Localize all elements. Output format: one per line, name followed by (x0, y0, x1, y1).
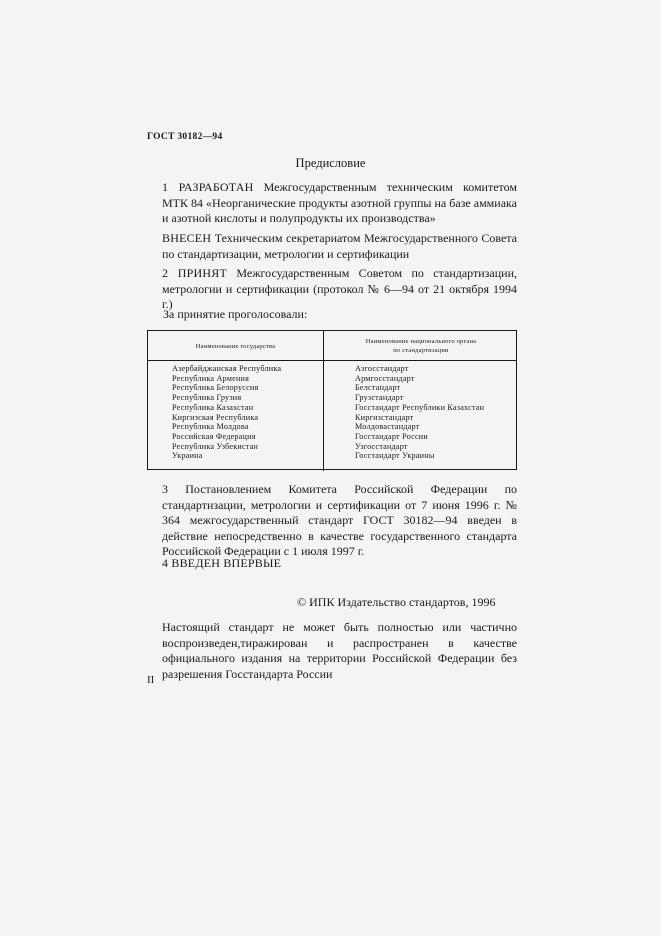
table-row-state: Российская Федерация (172, 431, 256, 441)
table-row-state: Республика Узбекистан (172, 441, 259, 451)
section-4-first-introduced (147, 556, 517, 572)
preface-title: Предисловие (295, 156, 366, 170)
table-row-body: Госстандарт Республики Казахстан (355, 402, 485, 412)
section-2-text: Межгосударственным Советом по стандартизации, метрологии и сертификации (протокол № 6—94 от 21 октября 1994 г.) (162, 266, 518, 311)
introduced-text: Техническим секретариатом Межгосударственного Совета по стандартизации, метрологии и сертификации (162, 231, 518, 261)
table-row-body: Грузстандарт (355, 393, 404, 403)
table-row-state: Киргизская Республика (172, 412, 259, 422)
table-row-body: Азгосстандарт (355, 364, 409, 373)
introduced-label: ВНЕСЕН (162, 231, 212, 245)
header-national-body-line1: Наименование национального органа (365, 338, 477, 345)
table-row-body: Киргизстандарт (355, 412, 414, 422)
reproduction-notice (147, 620, 517, 682)
header-national-body (324, 331, 518, 361)
header-state: Наименование государства (195, 342, 276, 350)
copyright-line: © ИПК Издательство стандартов, 1996 (297, 595, 496, 609)
states-column (172, 364, 281, 461)
table-row-body: Белстандарт (355, 383, 401, 393)
table-row-body: Госстандарт Украины (355, 451, 435, 461)
table-row-state: Азербайджанская Республика (172, 364, 282, 373)
section-1-label: 1 РАЗРАБОТАН (162, 180, 254, 194)
section-3-text: 3 Постановлением Комитета Российской Федерации по стандартизации, метрологии и сертификации от 7 июня 1996 г. № 364 межгосударственный стандарт ГОСТ 30182—94 введен в действие непосредственно в качестве государственного стандарта Российской Федерации с 1 июля 1997 г. (162, 482, 517, 558)
table-row-state: Республика Армения (172, 373, 250, 383)
table-row-state: Республика Казахстан (172, 402, 254, 412)
section-4-text: 4 ВВЕДЕН ВПЕРВЫЕ (162, 556, 282, 570)
section-3-decree (147, 482, 517, 560)
header-national-body-line2: по стандартизации (393, 347, 449, 354)
page-number: II (147, 674, 155, 686)
section-introduced (147, 231, 517, 262)
section-2-adopted (147, 266, 517, 313)
section-1-developed (147, 180, 517, 227)
voting-table (147, 330, 517, 470)
table-row-body: Армгосстандарт (355, 373, 415, 383)
table-row-state: Украина (172, 451, 203, 461)
table-row-state: Республика Белоруссия (172, 383, 259, 393)
vote-title: За принятие проголосовали: (163, 307, 308, 321)
bodies-column (355, 364, 484, 461)
table-row-state: Республика Грузия (172, 393, 242, 403)
table-row-state: Республика Молдова (172, 422, 249, 432)
section-2-label: 2 ПРИНЯТ (162, 266, 227, 280)
standard-code: ГОСТ 30182—94 (147, 132, 223, 142)
section-1-text: Межгосударственным техническим комитетом МТК 84 «Неорганические продукты азотной группы на базе аммиака и азотной кислоты и полупродукты их производства» (162, 180, 518, 225)
notice-text: Настоящий стандарт не может быть полностью или частично воспроизведен,тиражирован и распространен в качестве официального издания на территории Российской Федерации без разрешения Госстандарта России (162, 620, 517, 681)
table-row-body: Молдовастандарт (355, 422, 420, 432)
table-row-body: Госстандарт России (355, 431, 428, 441)
table-row-body: Узгосстандарт (355, 441, 408, 451)
